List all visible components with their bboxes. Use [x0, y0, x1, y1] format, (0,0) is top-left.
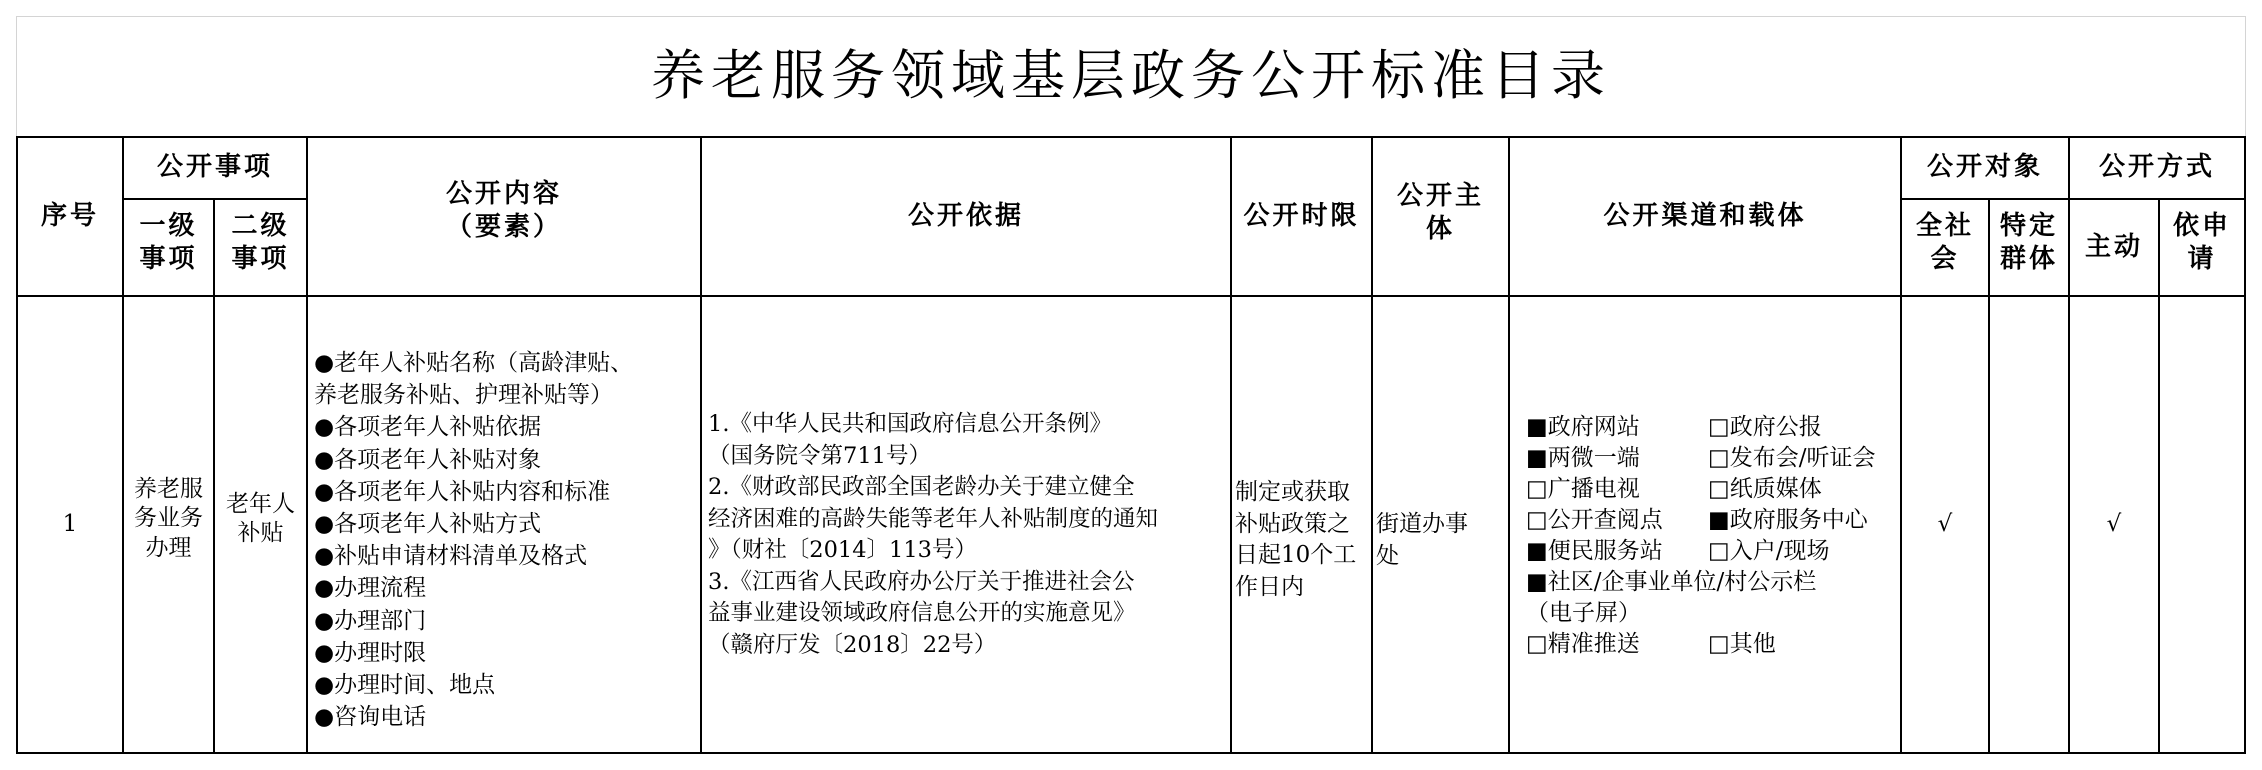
channel-option: ■社区/企事业单位/村公示栏 [1526, 569, 1817, 595]
channel-row [1526, 505, 1946, 536]
channel-option: □纸质媒体 [1708, 476, 1822, 502]
channel-row [1526, 629, 1946, 660]
channel-option: ■两微一端 [1526, 445, 1640, 471]
header-subject: 公开主 体 [1396, 181, 1484, 245]
list-item: ●办理时限 [314, 639, 427, 666]
list-item: 养老服务补贴、护理补贴等） [314, 382, 613, 409]
row-level2: 老年人 补贴 [226, 491, 295, 547]
row-channels [1526, 412, 1946, 660]
row-level1: 养老服 务业务 办理 [134, 476, 203, 561]
channel-option: ■政府服务中心 [1708, 507, 1868, 533]
header-audience-group: 公开对象 [1926, 152, 2043, 183]
list-item: ●补贴申请材料清单及格式 [314, 543, 588, 570]
header-channel: 公开渠道和载体 [1603, 200, 1807, 231]
channel-option: ■便民服务站 [1526, 538, 1663, 564]
list-item: ●各项老年人补贴对象 [314, 446, 542, 473]
header-level2: 二级 事项 [231, 211, 290, 275]
channel-option: □发布会/听证会 [1708, 445, 1876, 471]
list-item: ●咨询电话 [314, 704, 427, 731]
list-item: ●办理部门 [314, 607, 427, 634]
row-time-limit: 制定或获取 补贴政策之 日起10个工 作日内 [1235, 479, 1357, 600]
page-title: 养老服务领域基层政务公开标准目录 [651, 44, 1611, 108]
list-item: ●办理流程 [314, 575, 427, 602]
header-basis: 公开依据 [907, 200, 1024, 231]
cell-method-request [2160, 297, 2244, 752]
header-method-request: 依申 请 [2172, 211, 2231, 275]
channel-row [1526, 474, 1946, 505]
channel-option: □公开查阅点 [1526, 507, 1663, 533]
header-matter-group: 公开事项 [156, 152, 273, 183]
list-item: ●各项老年人补贴依据 [314, 414, 542, 441]
header-level1: 一级 事项 [139, 211, 198, 275]
channel-option: ■政府网站 [1526, 414, 1640, 440]
list-item: ●老年人补贴名称（高龄津贴、 [314, 350, 634, 376]
list-item: ●各项老年人补贴方式 [314, 511, 542, 538]
list-item: ●各项老年人补贴内容和标准 [314, 478, 611, 505]
row-index: 1 [62, 510, 78, 537]
channel-row [1526, 536, 1946, 567]
row-basis: 1.《中华人民共和国政府信息公开条例》 （国务院令第711号） 2.《财政部民政部全国老龄办关于建立健全 经济困难的高龄失能等老年人补贴制度的通知 》（财社〔2014〕113号） 3.《江西省人民政府办公厅关于推进社会公 益事业建设领域政府信息公开的实施意见》 （赣府厅发〔2018〕22号） [708, 411, 1159, 658]
channel-option: □入户/现场 [1708, 538, 1830, 564]
header-audience-specific: 特定 群体 [1999, 211, 2058, 275]
check-mark-method-active: √ [2106, 510, 2122, 537]
grid-line [2244, 136, 2246, 754]
channel-option: □政府公报 [1708, 414, 1822, 440]
channel-row [1526, 412, 1946, 443]
catalog-table [16, 16, 2246, 754]
header-content: 公开内容 （要素） [445, 179, 562, 243]
list-item: ●办理时间、地点 [314, 672, 496, 699]
header-method-active: 主动 [2084, 231, 2143, 262]
channel-row [1526, 598, 1946, 629]
channel-option: （电子屏） [1526, 600, 1641, 626]
header-time-limit: 公开时限 [1243, 200, 1360, 231]
channel-option: □精准推送 [1526, 631, 1640, 657]
grid-line [16, 752, 2246, 754]
channel-option: □其他 [1708, 631, 1776, 657]
row-subject: 街道办事 处 [1376, 511, 1468, 569]
header-audience-all: 全社 会 [1915, 211, 1974, 275]
channel-option: □广播电视 [1526, 476, 1640, 502]
header-index: 序号 [40, 200, 99, 231]
row-content-list [308, 297, 700, 752]
header-method-group: 公开方式 [2098, 152, 2215, 183]
check-mark-audience-all: √ [1937, 510, 1953, 537]
cell-audience-specific [1990, 297, 2068, 752]
channel-row [1526, 443, 1946, 474]
channel-row [1526, 567, 1946, 598]
